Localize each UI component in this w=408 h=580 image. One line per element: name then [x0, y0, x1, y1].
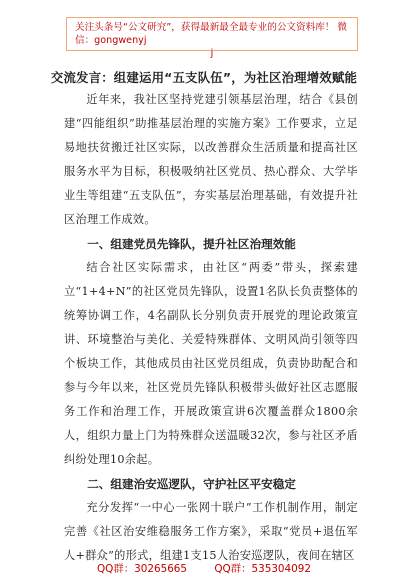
section-heading-1: 一、组建党员先锋队，提升社区治理效能 [87, 237, 296, 251]
promo-banner-overflow: j [210, 48, 214, 59]
document-body [64, 88, 358, 568]
footer-qq-group-1: QQ群：30265665 [97, 563, 188, 575]
promo-banner [66, 17, 358, 59]
section-2-paragraph: 充分发挥“一中心一张网十联户”工作机制作用，制定完善《社区治安维稳服务工作方案》，采取“党员+退伍军人+群众”的形式，组建1支15人治安巡逻队，夜间在辖区 [64, 501, 358, 562]
document-title: 交流发言：组建运用“五支队伍”，为社区治理增效赋能 [50, 70, 358, 85]
footer-qq-group-2: QQ群：535304092 [214, 563, 311, 575]
section-1-paragraph: 结合社区实际需求，由社区“两委”带头，探索建立“1+4+N”的社区党员先锋队，设置1名队长负责整体的统筹协调工作，4名副队长分别负责开展党的理论政策宣讲、环境整治与美化、关爱特殊群体、文明风尚引领等四个板块工作，其他成员由社区党员组成，负责协助配合和参与今年以来，社区党员先锋队积极带头做好社区志愿服务工作和治理工作，开展政策宣讲6次覆盖群众1800余人，组织力量上门为特殊群众送温暖32次，参与社区矛盾纠纷处理10余起。 [64, 261, 358, 466]
intro-paragraph: 近年来，我社区坚持党建引领基层治理，结合《县创建“四能组织”助推基层治理的实施方案》工作要求，立足易地扶贫搬迁社区实际，以改善群众生活质量和提高社区服务水平为目标，积极吸纳社区党员、热心群众、大学毕业生等组建“五支队伍”，夯实基层治理基础，有效提升社区治理工作成效。 [64, 93, 358, 226]
promo-banner-text: 关注头条号“公文研究”，获得最新最全最专业的公文资料库！ 微信：gongwenyj [75, 22, 348, 46]
footer-contact [0, 560, 408, 575]
section-heading-2: 二、组建治安巡逻队，守护社区平安稳定 [87, 477, 296, 491]
